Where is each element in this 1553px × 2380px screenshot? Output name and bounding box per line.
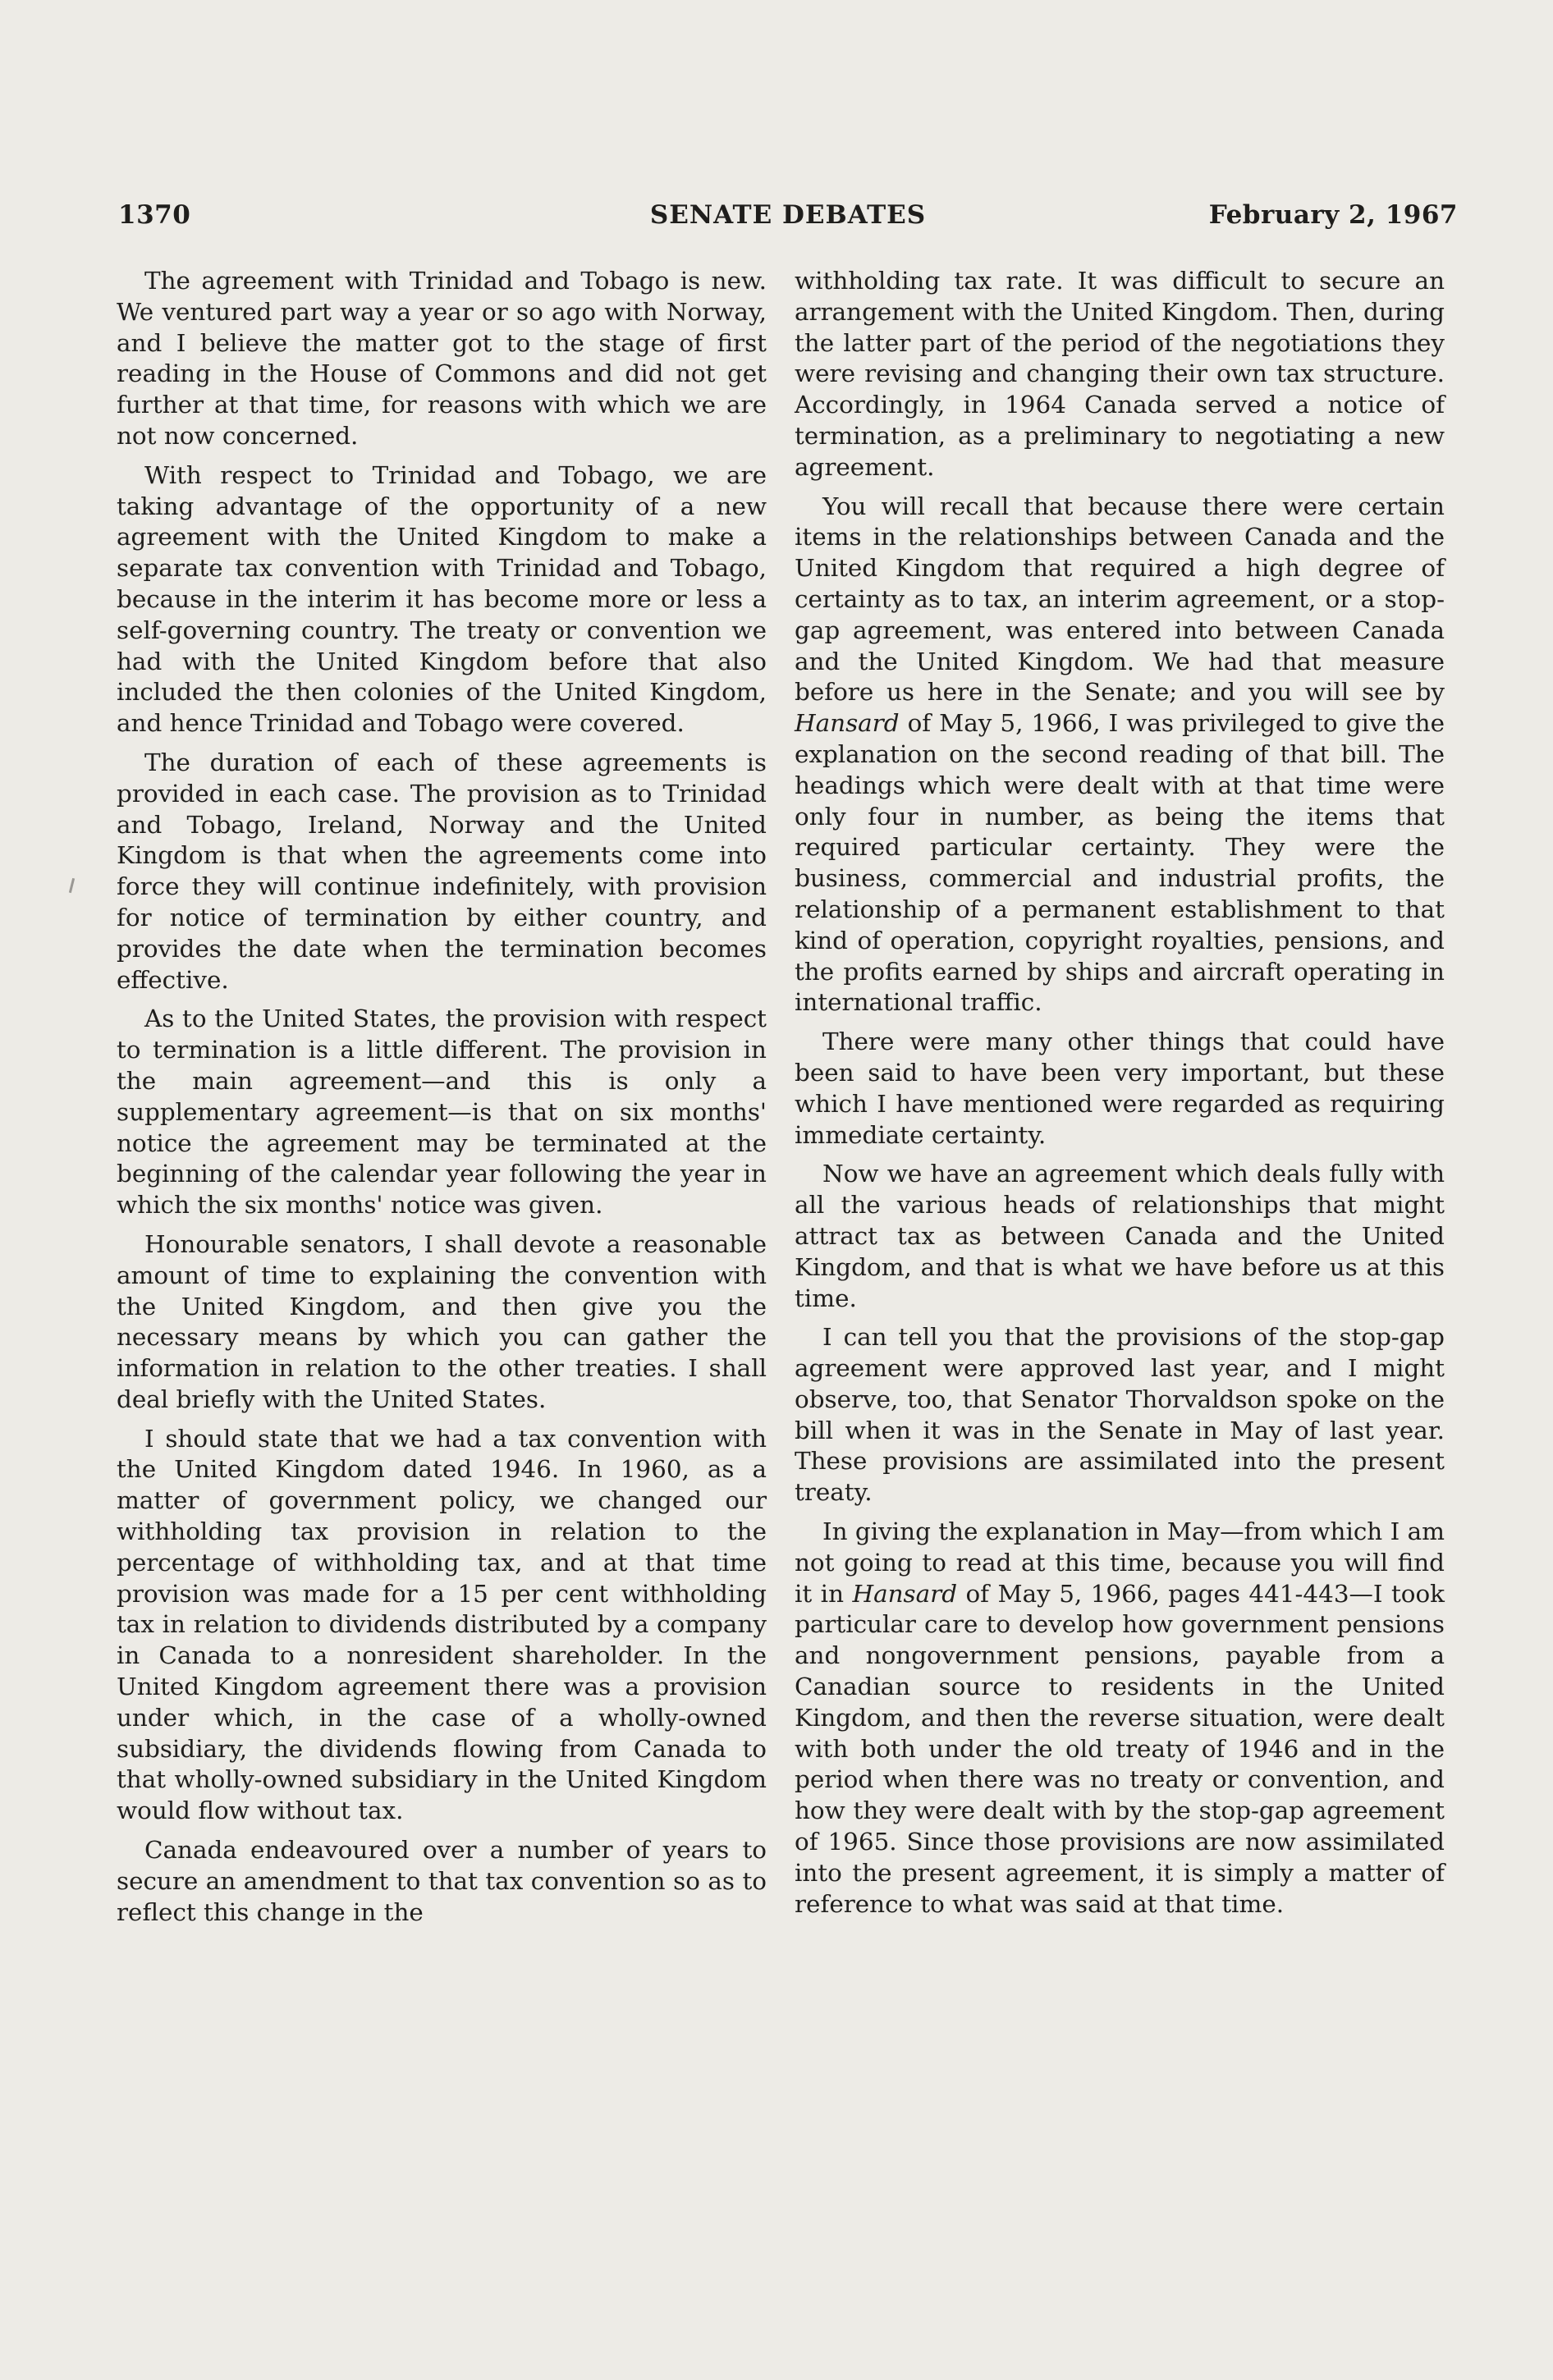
publication-title: SENATE DEBATES [649, 200, 927, 230]
paragraph: With respect to Trinidad and Tobago, we are taking advantage of the opportunity of a new agreement with the United Kingdom to make a separate tax convention with Trinidad and Tobago, because in the interim it has become more or less a self-governing country. The treaty or convention we had with the United Kingdom before that also included the then colonies of the United Kingdom, and hence Trinidad and Tobago were covered. [117, 460, 767, 738]
hansard-reference: Hansard [795, 709, 900, 738]
paragraph: Canada endeavoured over a number of years to secure an amendment to that tax convention so as to reflect this change in the [117, 1836, 767, 1926]
right-column [795, 266, 1445, 1928]
paragraph [795, 1517, 1445, 1920]
paragraph-continued: withholding tax rate. It was difficult to secure an arrangement with the United Kingdom. Then, during the latter part of the period of the negotiations they were revising and changing their own tax structure. Accordingly, in 1964 Canada served a notice of termination, as a preliminary to negotiating a new agreement. [795, 267, 1445, 481]
page-date: February 2, 1967 [1208, 200, 1458, 230]
hansard-reference: Hansard [852, 1579, 958, 1608]
page-header [118, 200, 1458, 236]
paragraph: There were many other things that could have been said to have been very important, but these which I have mentioned were regarded as requiring immediate certainty. [795, 1028, 1445, 1149]
paragraph: The agreement with Trinidad and Tobago is new. We ventured part way a year or so ago with Norway, and I believe the matter got to the stage of first reading in the House of Commons and did not get further at that time, for reasons with which we are not now concerned. [117, 267, 767, 450]
paragraph: I should state that we had a tax convention with the United Kingdom dated 1946. In 1960, as a matter of government policy, we changed our withholding tax provision in relation to the percentage of withholding tax, and at that time provision was made for a 15 per cent withholding tax in relation to dividends distributed by a company in Canada to a nonresident shareholder. In the United Kingdom agreement there was a provision under which, in the case of a wholly-owned subsidiary, the dividends flowing from Canada to that wholly-owned subsidiary in the United Kingdom would flow without tax. [117, 1424, 767, 1825]
paragraph-text: You will recall that because there were certain items in the relationships between Canada and the United Kingdom that required a high degree of certainty as to tax, an interim agreement, or a stop-gap agreement, was entered into between Canada and the United Kingdom. We had that measure before us here in the Senate; and you will see by [795, 492, 1445, 707]
paragraph: I can tell you that the provisions of the stop-gap agreement were approved last year, and I might observe, too, that Senator Thorvaldson spoke on the bill when it was in the Senate in May of last year. These provisions are assimilated into the present treaty. [795, 1323, 1445, 1507]
paragraph: The duration of each of these agreements is provided in each case. The provision as to Trinidad and Tobago, Ireland, Norway and the United Kingdom is that when the agreements come into force they will continue indefinitely, with provision for notice of termination by either country, and provides the date when the termination becomes effective. [117, 748, 767, 994]
paragraph-text: of May 5, 1966, pages 441-443—I took particular care to develop how government pensions and nongovernment pensions, payable from a Canadian source to residents in the United Kingdom, and then the reverse situation, were dealt with both under the old treaty of 1946 and in the period when there was no treaty or convention, and how they were dealt with by the stop-gap agreement of 1965. Since those provisions are now assimilated into the present agreement, it is simply a matter of reference to what was said at that time. [795, 1579, 1445, 1918]
left-column [117, 266, 767, 1936]
paragraph: As to the United States, the provision with respect to termination is a little different. The provision in the main agreement—and this is only a supplementary agreement—is that on six months' notice the agreement may be terminated at the beginning of the calendar year following the year in which the six months' notice was given. [117, 1005, 767, 1220]
paragraph-text: of May 5, 1966, I was privileged to give the explanation on the second reading of that bill. The headings which were dealt with at that time were only four in number, as being the items that required particular certainty. They were the business, commercial and industrial profits, the relationship of a permanent establishment to that kind of operation, copyright royalties, pensions, and the profits earned by ships and aircraft operating in international traffic. [795, 709, 1445, 1017]
paragraph-text: In giving the explanation in May—from which I am not going to read at this time, because you will find it in [795, 1517, 1445, 1608]
margin-mark [69, 878, 75, 893]
paragraph: Now we have an agreement which deals fully with all the various heads of relationships that might attract tax as between Canada and the United Kingdom, and that is what we have before us at this time. [795, 1160, 1445, 1312]
paragraph: Honourable senators, I shall devote a reasonable amount of time to explaining the convention with the United Kingdom, and then give you the necessary means by which you can gather the information in relation to the other treaties. I shall deal briefly with the United States. [117, 1229, 767, 1413]
page-number: 1370 [118, 200, 191, 230]
paragraph [795, 492, 1445, 1019]
